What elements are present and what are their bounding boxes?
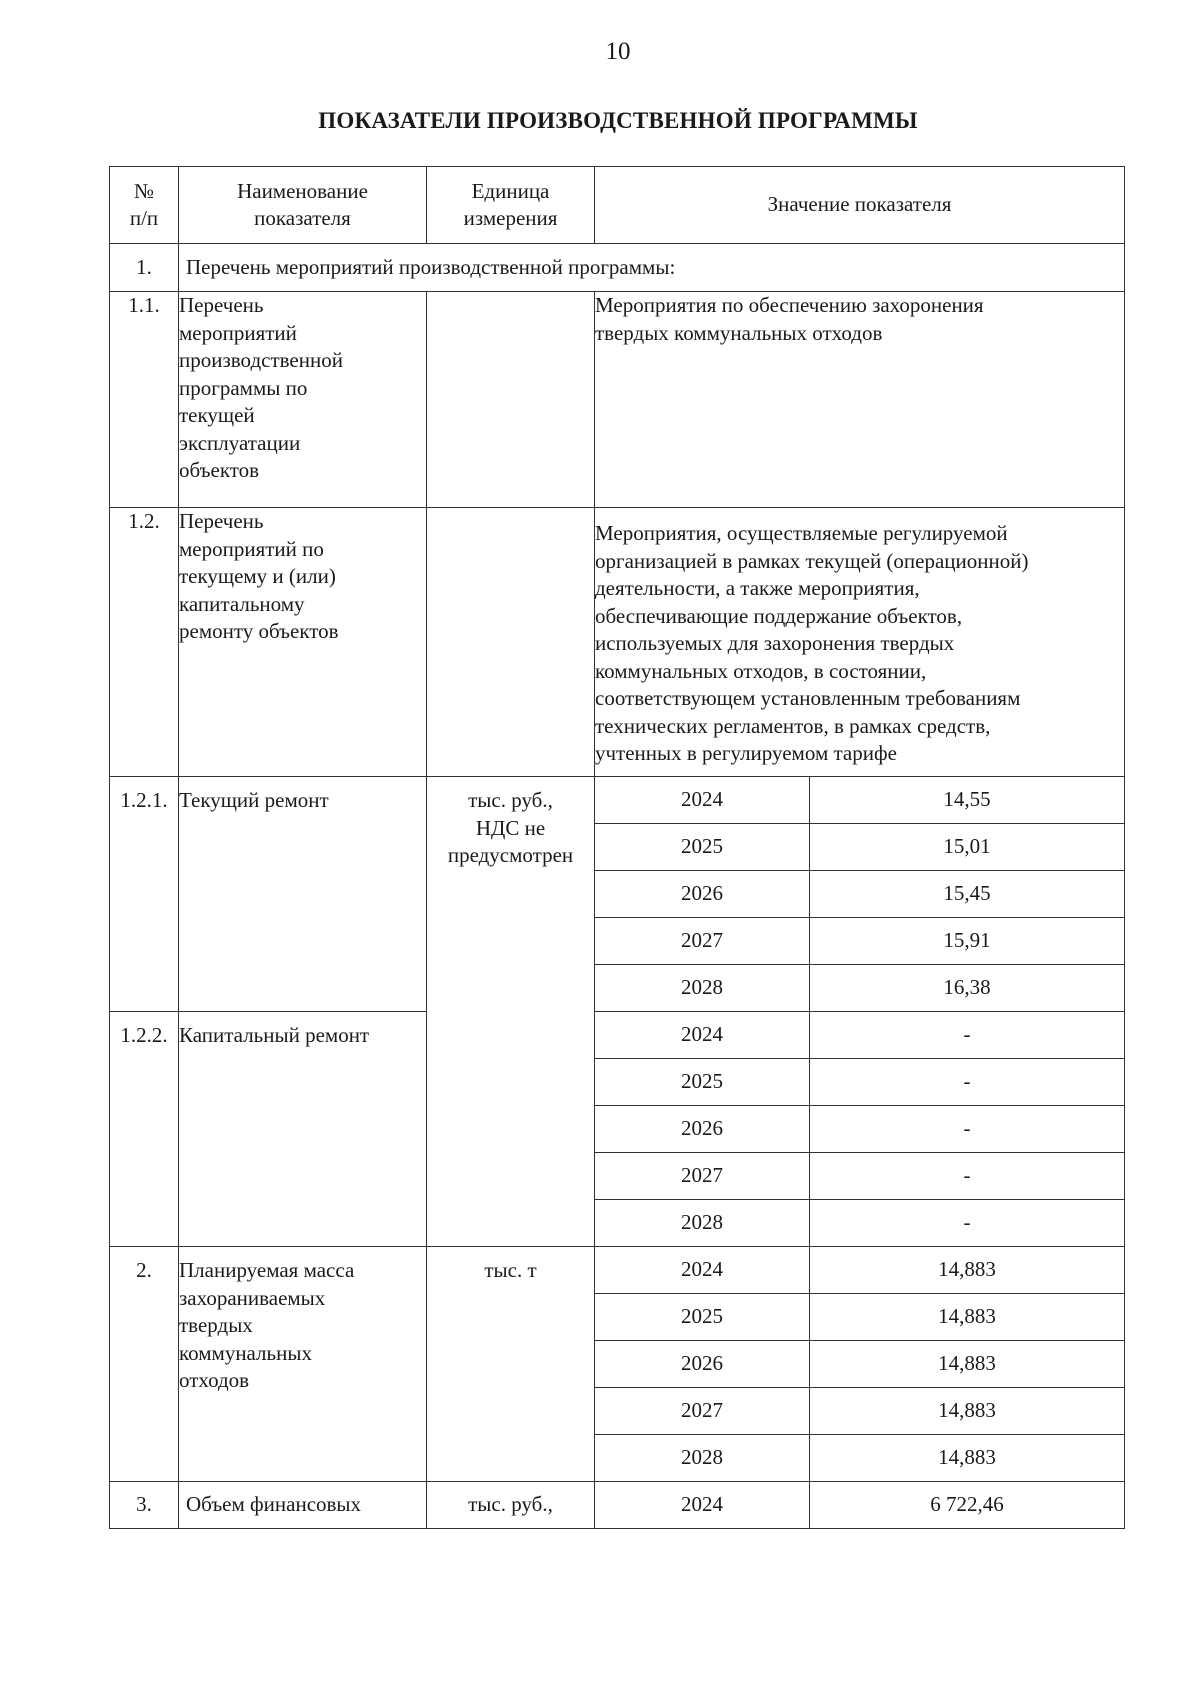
row-name: Текущий ремонт (179, 777, 427, 1012)
table-header-row (110, 167, 1125, 244)
row-num: 1. (110, 244, 179, 292)
value-cell: - (810, 1200, 1125, 1247)
value-cell: - (810, 1153, 1125, 1200)
year-cell: 2024 (595, 777, 810, 824)
value-cell: 14,883 (810, 1435, 1125, 1482)
value-cell: - (810, 1059, 1125, 1106)
value-cell: 14,55 (810, 777, 1125, 824)
row-name: Капитальный ремонт (179, 1012, 427, 1247)
row-num: 3. (110, 1482, 179, 1529)
header-value: Значение показателя (595, 167, 1125, 244)
table-row-1-2 (110, 508, 1125, 777)
row-num: 1.2.2. (110, 1012, 179, 1247)
row-name: Перечень мероприятий по текущему и (или) капитальному ремонту объектов (179, 508, 427, 777)
row-unit: тыс. руб., (427, 1482, 595, 1529)
year-cell: 2024 (595, 1482, 810, 1529)
value-cell: - (810, 1106, 1125, 1153)
table-row-2 (110, 1247, 1125, 1294)
row-num: 1.2. (110, 508, 179, 777)
year-cell: 2027 (595, 1388, 810, 1435)
header-name: Наименование показателя (179, 167, 427, 244)
production-program-table (109, 166, 1125, 1529)
row-value: Мероприятия, осуществляемые регулируемой организацией в рамках текущей (операционной) деятельности, а также мероприятия, обеспечивающие поддержание объектов, используемых для захоронения твердых коммунальных отходов, в состоянии, соответствующем установленным требованиям технических регламентов, в рамках средств, учтенных в регулируемом тарифе (595, 508, 1125, 777)
document-title: ПОКАЗАТЕЛИ ПРОИЗВОДСТВЕННОЙ ПРОГРАММЫ (318, 108, 918, 133)
row-num: 1.1. (110, 292, 179, 508)
value-cell: 15,01 (810, 824, 1125, 871)
year-cell: 2026 (595, 871, 810, 918)
year-cell: 2026 (595, 1106, 810, 1153)
year-cell: 2028 (595, 1435, 810, 1482)
row-name: Планируемая масса захораниваемых твердых коммунальных отходов (179, 1247, 427, 1482)
row-num: 2. (110, 1247, 179, 1482)
value-cell: 16,38 (810, 965, 1125, 1012)
row-unit (427, 508, 595, 777)
row-value: Мероприятия по обеспечению захоронения твердых коммунальных отходов (595, 292, 1125, 508)
year-cell: 2028 (595, 1200, 810, 1247)
row-unit: тыс. т (427, 1247, 595, 1482)
value-cell: 15,91 (810, 918, 1125, 965)
value-cell: 14,883 (810, 1341, 1125, 1388)
table-row-1-2-1 (110, 777, 1125, 824)
row-name: Объем финансовых (179, 1482, 427, 1529)
value-cell: 14,883 (810, 1247, 1125, 1294)
row-unit: тыс. руб., НДС не предусмотрен (427, 777, 595, 1247)
page-number: 10 (605, 38, 631, 65)
year-cell: 2025 (595, 1059, 810, 1106)
year-cell: 2025 (595, 824, 810, 871)
table-row-1-1 (110, 292, 1125, 508)
table-row-1-2-2 (110, 1012, 1125, 1059)
table-row-3 (110, 1482, 1125, 1529)
header-num: № п/п (110, 167, 179, 244)
year-cell: 2024 (595, 1012, 810, 1059)
row-name: Перечень мероприятий производственной программы по текущей эксплуатации объектов (179, 292, 427, 508)
year-cell: 2027 (595, 1153, 810, 1200)
value-cell: 14,883 (810, 1388, 1125, 1435)
value-cell: 14,883 (810, 1294, 1125, 1341)
section-title: Перечень мероприятий производственной программы: (179, 244, 1125, 292)
row-unit (427, 292, 595, 508)
year-cell: 2025 (595, 1294, 810, 1341)
row-num: 1.2.1. (110, 777, 179, 1012)
year-cell: 2027 (595, 918, 810, 965)
year-cell: 2026 (595, 1341, 810, 1388)
year-cell: 2028 (595, 965, 810, 1012)
header-unit: Единица измерения (427, 167, 595, 244)
value-cell: 15,45 (810, 871, 1125, 918)
table-row-section-1 (110, 244, 1125, 292)
value-cell: 6 722,46 (810, 1482, 1125, 1529)
value-cell: - (810, 1012, 1125, 1059)
year-cell: 2024 (595, 1247, 810, 1294)
